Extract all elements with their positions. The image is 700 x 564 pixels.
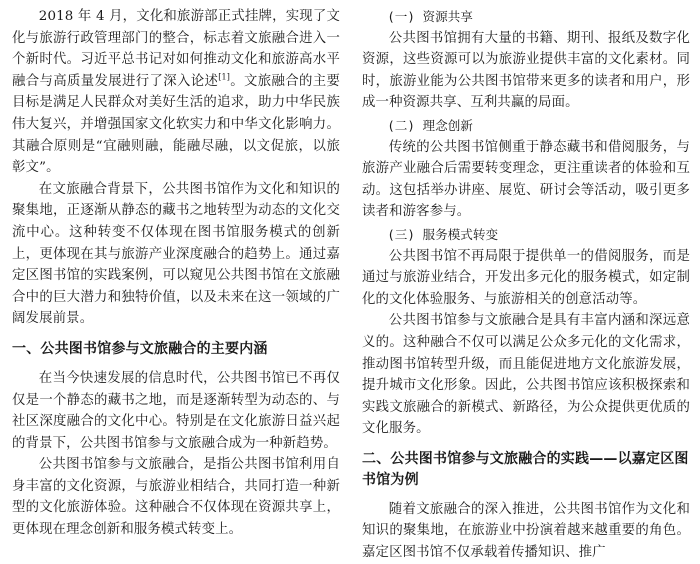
intro-paragraph-1 [12,6,340,179]
left-column [12,6,340,548]
intro-paragraph-1-text-b: 。文旅融合的主要目标是满足人民群众对美好生活的追求，助力中华民族伟大复兴，并增强国家文化软实力和中华文化影响力。其融合原则是“宜融则融，能融尽融，以文促旅，以旅彰文”。 [12,73,340,176]
section-heading-1: 一、公共图书馆参与文旅融合的主要内涵 [12,340,268,357]
citation-ref-1[interactable]: [1] [218,72,231,82]
intro-paragraph-1-text-a: 2018 年 4 月，文化和旅游部正式挂牌，实现了文化与旅游行政管理部门的整合，标志着文旅融合进入一个新时代。习近平总书记对如何推动文化和旅游高水平融合与高质量发展进行了深入论述 [12,9,340,89]
section-2-paragraph-1: 随着文旅融合的深入推进，公共图书馆作为文化和知识的聚集地，在旅游业中扮演着越来越重要的角色。嘉定区图书馆不仅承载着传播知识、推广 [362,501,690,561]
section-1-paragraph-2: 公共图书馆参与文旅融合，是指公共图书馆利用自身丰富的文化资源，与旅游业相结合，共同打造一种新型的文化旅游体验。这种融合不仅体现在资源共享上，更体现在理念创新和服务模式转变上。 [12,457,340,538]
concept-innovation-paragraph: 传统的公共图书馆侧重于静态藏书和借阅服务，与旅游产业融合后需要转变理念，更注重读者的体验和互动。这包括举办讲座、展览、研讨会等活动，吸引更多读者和游客参与。 [362,139,690,220]
intro-paragraph-2: 在文旅融合背景下，公共图书馆作为文化和知识的聚集地，正逐渐从静态的藏书之地转型为动态的文化交流中心。这种转变不仅体现在图书馆服务模式的创新上，更体现在其与旅游产业深度融合的趋势上。通过嘉定区图书馆的实践案例，可以窥见公共图书馆在文旅融合中的巨大潜力和独特价值，以及未来在这一领域的广阔发展前景。 [12,181,340,327]
right-column [362,6,690,561]
subsection-heading-service-mode: (三) 服务模式转变 [387,226,499,242]
service-mode-paragraph: 公共图书馆不再局限于提供单一的借阅服务，而是通过与旅游业结合，开发出多元化的服务模式，如定制化的文化体验服务、与旅游相关的创意活动等。 [362,248,690,307]
resource-sharing-paragraph: 公共图书馆拥有大量的书籍、期刊、报纸及数字化资源，这些资源可以为旅游业提供丰富的文化素材。同时，旅游业能为公共图书馆带来更多的读者和用户，形成一种资源共享、互利共赢的局面。 [362,30,690,111]
section-1-paragraph-1: 在当今快速发展的信息时代，公共图书馆已不再仅仅是一个静态的藏书之地，而是逐渐转型为动态的、与社区深度融合的文化中心。特别是在文化旅游日益兴起的背景下，公共图书馆参与文旅融合成为一种新趋势。 [12,370,340,451]
section-1-summary-paragraph: 公共图书馆参与文旅融合是具有丰富内涵和深远意义的。这种融合不仅可以满足公众多元化的文化需求，推动图书馆转型升级，而且能促进地方文化旅游发展，提升城市文化形象。因此，公共图书馆应该积极探索和实践文旅融合的新模式、新路径，为公众提供更优质的文化服务。 [362,313,690,437]
subsection-heading-concept-innovation: (二) 理念创新 [387,117,473,133]
subsection-heading-resource-sharing: (一) 资源共享 [387,9,473,24]
section-heading-2: 二、公共图书馆参与文旅融合的实践——以嘉定区图书馆为例 [362,450,689,488]
